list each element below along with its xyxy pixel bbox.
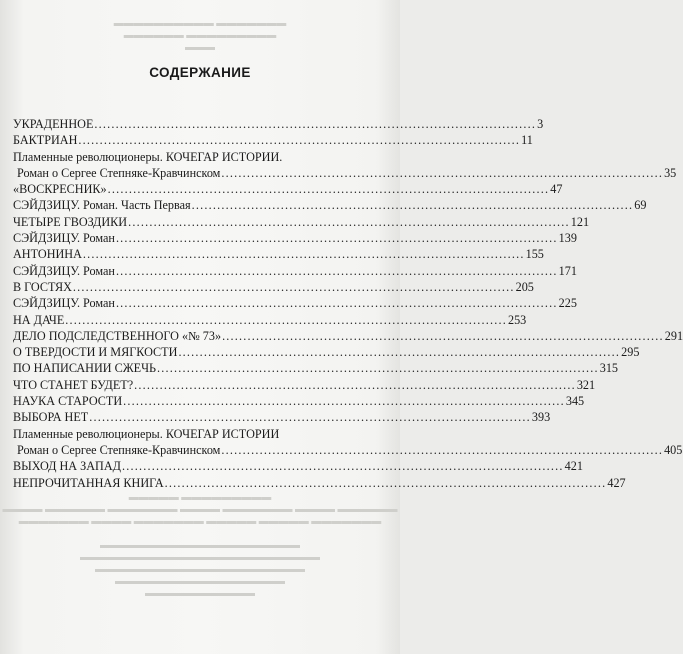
dot-leader: ........................................................................................................ — [191, 198, 634, 213]
toc-entry-title: НА ДАЧЕ — [13, 312, 65, 327]
toc-entry-page: 35 — [664, 165, 677, 180]
toc-entry — [13, 393, 585, 409]
toc-entry-title: ЧТО СТАНЕТ БУДЕТ? — [13, 377, 134, 392]
toc-entry-page: 291 — [664, 328, 683, 343]
dot-leader: ........................................................................................................ — [121, 459, 564, 474]
toc-entry — [13, 197, 647, 213]
toc-entry-title: В ГОСТЯХ — [13, 279, 72, 294]
dot-leader: ........................................................................................................ — [72, 279, 515, 294]
dot-leader: ........................................................................................................ — [65, 312, 507, 327]
toc-entry-page: 427 — [607, 475, 626, 490]
dot-leader: ........................................................................................................ — [222, 328, 664, 343]
toc-entry-page: 421 — [564, 459, 583, 474]
bleed-through-text-bottom: ▬▬▬▬▬ ▬▬▬▬▬▬▬▬▬ ▬▬▬▬ ▬▬▬▬▬▬ ▬▬▬▬▬▬▬ ▬▬▬▬ ▬▬▬▬▬▬▬ ▬▬▬▬ ▬▬▬▬▬▬ ▬▬▬▬▬▬▬ ▬▬▬▬ ▬▬▬▬▬▬▬ ▬▬▬▬▬ ▬▬▬▬▬ ▬▬▬▬▬▬▬ ▬▬▬▬▬▬▬▬▬▬▬▬▬▬▬▬▬▬▬▬ ▬▬▬▬▬▬▬▬▬▬▬▬▬▬▬▬▬▬▬▬▬▬▬▬ ▬▬▬▬▬▬▬▬▬▬▬▬▬▬▬▬▬▬▬▬▬ ▬▬▬▬▬▬▬▬▬▬▬▬▬▬▬▬▬ ▬▬▬▬▬▬▬▬▬▬▬ — [2, 492, 398, 599]
toc-entry-title: НЕПРОЧИТАННАЯ КНИГА — [13, 475, 164, 490]
toc-entry-page: 69 — [634, 198, 647, 213]
toc-entry — [13, 344, 640, 360]
toc-entry-title: Роман о Сергее Степняке-Кравчинском — [17, 165, 221, 180]
toc-entry-page: 405 — [664, 442, 683, 457]
toc-entry-page: 315 — [599, 361, 619, 376]
toc-entry-title: СЭЙДЗИЦУ. Роман — [13, 263, 115, 278]
dot-leader: ........................................................................................................ — [157, 361, 599, 376]
toc-entry — [13, 458, 583, 474]
toc-entry-title: ДЕЛО ПОДСЛЕДСТВЕННОГО «№ 73» — [13, 328, 222, 343]
toc-entry-page: 253 — [507, 312, 527, 327]
toc-entry-title: ВЫБОРА НЕТ — [13, 410, 89, 425]
toc-entry-title: СЭЙДЗИЦУ. Роман — [13, 231, 115, 246]
toc-entry — [13, 426, 359, 442]
dot-leader: ........................................................................................................ — [221, 165, 664, 180]
toc-entry-title: ПО НАПИСАНИИ СЖЕЧЬ — [13, 361, 157, 376]
toc-entry-title: АНТОНИНА — [13, 247, 82, 262]
toc-entry — [13, 312, 527, 328]
toc-entry — [13, 214, 590, 230]
toc-entry-page: 171 — [558, 263, 577, 278]
toc-entry-page: 321 — [576, 377, 596, 392]
toc-entry — [13, 246, 544, 262]
toc-entry-title: УКРАДЕННОЕ — [13, 117, 94, 131]
dot-leader: ........................................................................................................ — [115, 296, 558, 311]
toc-entry — [13, 165, 677, 181]
toc-entry — [13, 377, 596, 393]
toc-entry — [13, 409, 551, 425]
toc-entry — [13, 442, 683, 458]
toc-entry-page: 205 — [515, 279, 534, 294]
toc-entry-title: О ТВЕРДОСТИ И МЯГКОСТИ — [13, 345, 178, 360]
toc-entry-title: ЧЕТЫРЕ ГВОЗДИКИ — [13, 214, 128, 229]
dot-leader: ........................................................................................................ — [78, 133, 521, 148]
dot-leader: ........................................................................................................ — [128, 214, 570, 229]
toc-entry-title: Пламенные революционеры. КОЧЕГАР ИСТОРИИ. — [13, 149, 283, 164]
toc-entry — [13, 328, 683, 344]
toc-entry-title: ВЫХОД НА ЗАПАД — [13, 459, 121, 474]
contents-heading: СОДЕРЖАНИЕ — [149, 65, 251, 80]
dot-leader: ........................................................................................................ — [164, 475, 607, 490]
dot-leader: ........................................................................................................ — [82, 247, 525, 262]
dot-leader: ........................................................................................................ — [115, 231, 558, 246]
toc-entry — [13, 230, 577, 246]
toc-entry — [13, 360, 619, 376]
toc-entry-title: Роман о Сергее Степняке-Кравчинском — [17, 442, 221, 457]
dot-leader: ........................................................................................................ — [178, 345, 621, 360]
toc-entry-page: 47 — [550, 182, 563, 197]
toc-entry — [13, 149, 359, 165]
toc-entry-page: 295 — [621, 345, 640, 360]
toc-entry-page: 121 — [570, 214, 590, 229]
toc-entry — [13, 295, 577, 311]
dot-leader: ........................................................................................................ — [115, 263, 558, 278]
toc-entry-title: СЭЙДЗИЦУ. Роман. Часть Первая — [13, 198, 191, 213]
toc-entry-title: Пламенные революционеры. КОЧЕГАР ИСТОРИИ — [13, 426, 280, 441]
toc-entry-page: 225 — [558, 296, 577, 311]
toc-entry — [13, 132, 533, 148]
dot-leader: ........................................................................................................ — [123, 394, 565, 409]
toc-entry-page: 3 — [537, 117, 544, 131]
toc-entry-title: НАУКА СТАРОСТИ — [13, 394, 123, 409]
bleed-through-text-top: ▬▬▬▬▬▬▬▬▬▬ ▬▬▬▬▬▬▬ ▬▬▬▬▬▬ ▬▬▬▬▬▬▬▬▬ ▬▬▬ — [113, 18, 287, 53]
toc-entry — [13, 263, 577, 279]
dot-leader: ........................................................................................................ — [89, 410, 531, 425]
toc-entry-page: 139 — [558, 231, 577, 246]
toc-entry-page: 11 — [521, 133, 533, 148]
toc-entry-title: СЭЙДЗИЦУ. Роман — [13, 296, 115, 311]
toc-entry-page: 155 — [525, 247, 544, 262]
toc-entry — [13, 475, 626, 491]
toc-entry-page: 393 — [531, 410, 551, 425]
dot-leader: ........................................................................................................ — [221, 442, 664, 457]
dot-leader: ........................................................................................................ — [94, 117, 537, 131]
toc-entry — [13, 116, 544, 132]
toc-entry — [13, 181, 563, 197]
toc-entry-page: 345 — [565, 394, 585, 409]
toc-entry-title: «ВОСКРЕСНИК» — [13, 182, 107, 197]
dot-leader: ........................................................................................................ — [134, 377, 576, 392]
toc-entry — [13, 279, 534, 295]
toc-entry-title: БАКТРИАН — [13, 133, 78, 148]
dot-leader: ........................................................................................................ — [107, 182, 550, 197]
table-of-contents — [13, 116, 683, 491]
